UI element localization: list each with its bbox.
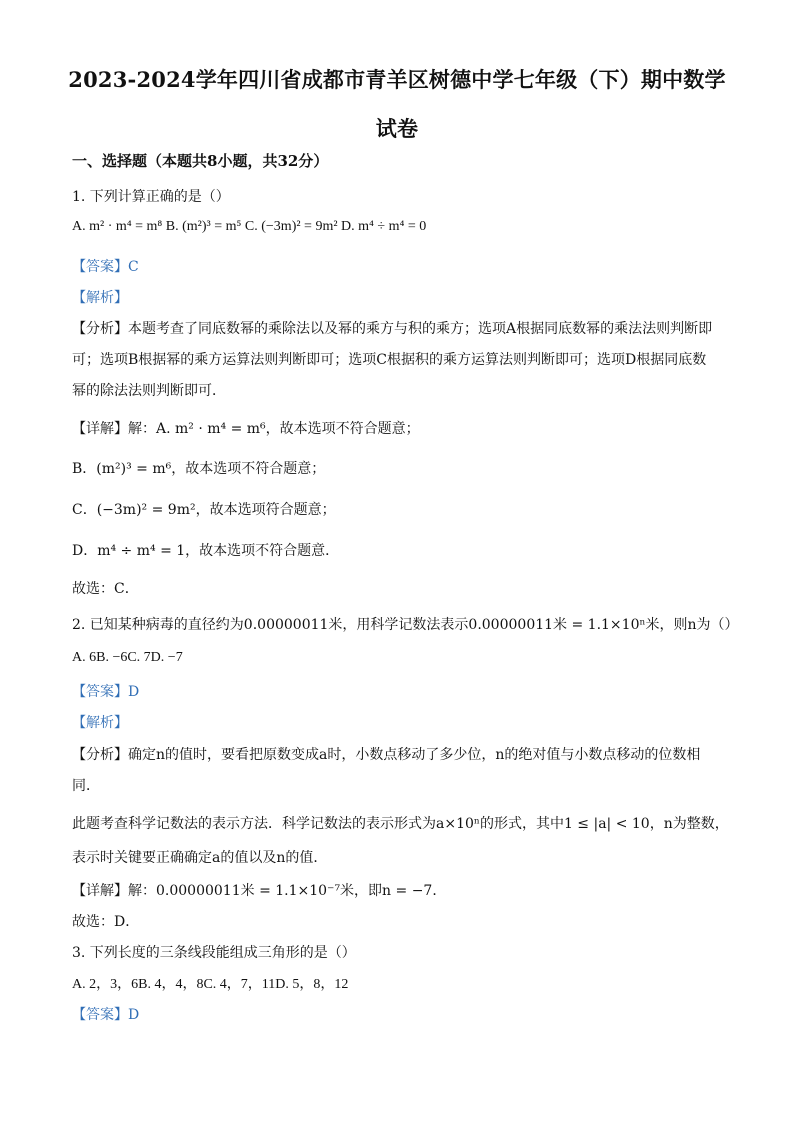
question-2-explain-line-1: 此题考查科学记数法的表示方法．科学记数法的表示形式为a×10ⁿ的形式，其中1 ≤ |a| < 10，n为整数， bbox=[72, 816, 729, 832]
question-2-analysis-line-1: 【分析】确定n的值时，要看把原数变成a时，小数点移动了多少位，n的绝对值与小数点移动的位数相 bbox=[72, 747, 701, 763]
question-3-stem: 3. 下列长度的三条线段能组成三角形的是（） bbox=[72, 945, 356, 961]
question-2-detail: 【详解】解：0.00000011米 = 1.1×10⁻⁷米，即n = −7． bbox=[72, 883, 447, 899]
question-1-detail-b: B．(m²)³ = m⁶，故本选项不符合题意； bbox=[72, 461, 326, 477]
question-1-analysis-line-3: 幂的除法法则判断即可． bbox=[72, 383, 226, 399]
document-title-line-2: 试卷 bbox=[375, 116, 419, 141]
section-heading: 一、选择题（本题共8小题，共32分） bbox=[72, 152, 329, 170]
question-2-jiexi-label: 【解析】 bbox=[72, 715, 128, 731]
question-3-options: A. 2，3，6B. 4，4，8C. 4，7，11D. 5，8，12 bbox=[72, 977, 349, 992]
question-2-answer: 【答案】D bbox=[72, 684, 140, 700]
question-1-jiexi-label: 【解析】 bbox=[72, 290, 128, 306]
question-1-options: A. m² · m⁴ = m⁸ B. (m²)³ = m⁵ C. (−3m)² = 9m² D. m⁴ ÷ m⁴ = 0 bbox=[72, 219, 427, 234]
question-1-detail-c: C．(−3m)² = 9m²，故本选项符合题意； bbox=[72, 502, 336, 518]
document-title-line-1: 2023-2024学年四川省成都市青羊区树德中学七年级（下）期中数学 bbox=[68, 67, 726, 92]
question-2-options: A. 6B. −6C. 7D. −7 bbox=[72, 650, 183, 665]
question-2-analysis-line-2: 同． bbox=[72, 778, 100, 794]
question-2-explain-line-2: 表示时关键要正确确定a的值以及n的值． bbox=[72, 850, 328, 866]
question-2-stem: 2. 已知某种病毒的直径约为0.00000011米，用科学记数法表示0.00000011米 = 1.1×10ⁿ米，则n为（） bbox=[72, 617, 739, 633]
question-1-stem: 1. 下列计算正确的是（） bbox=[72, 189, 230, 205]
question-3-answer: 【答案】D bbox=[72, 1007, 140, 1023]
question-1-choice: 故选：C． bbox=[72, 581, 139, 597]
question-1-analysis-line-1: 【分析】本题考查了同底数幂的乘除法以及幂的乘方与积的乘方；选项A根据同底数幂的乘法法则判断即 bbox=[72, 321, 713, 337]
question-1-detail-a: 【详解】解：A. m² · m⁴ = m⁶，故本选项不符合题意； bbox=[72, 421, 420, 437]
question-1-answer: 【答案】C bbox=[72, 259, 139, 275]
question-2-choice: 故选：D． bbox=[72, 914, 140, 930]
question-1-analysis-line-2: 可；选项B根据幂的乘方运算法则判断即可；选项C根据积的乘方运算法则判断即可；选项D根据同底数 bbox=[72, 352, 707, 368]
question-1-detail-d: D．m⁴ ÷ m⁴ = 1，故本选项不符合题意． bbox=[72, 543, 340, 559]
